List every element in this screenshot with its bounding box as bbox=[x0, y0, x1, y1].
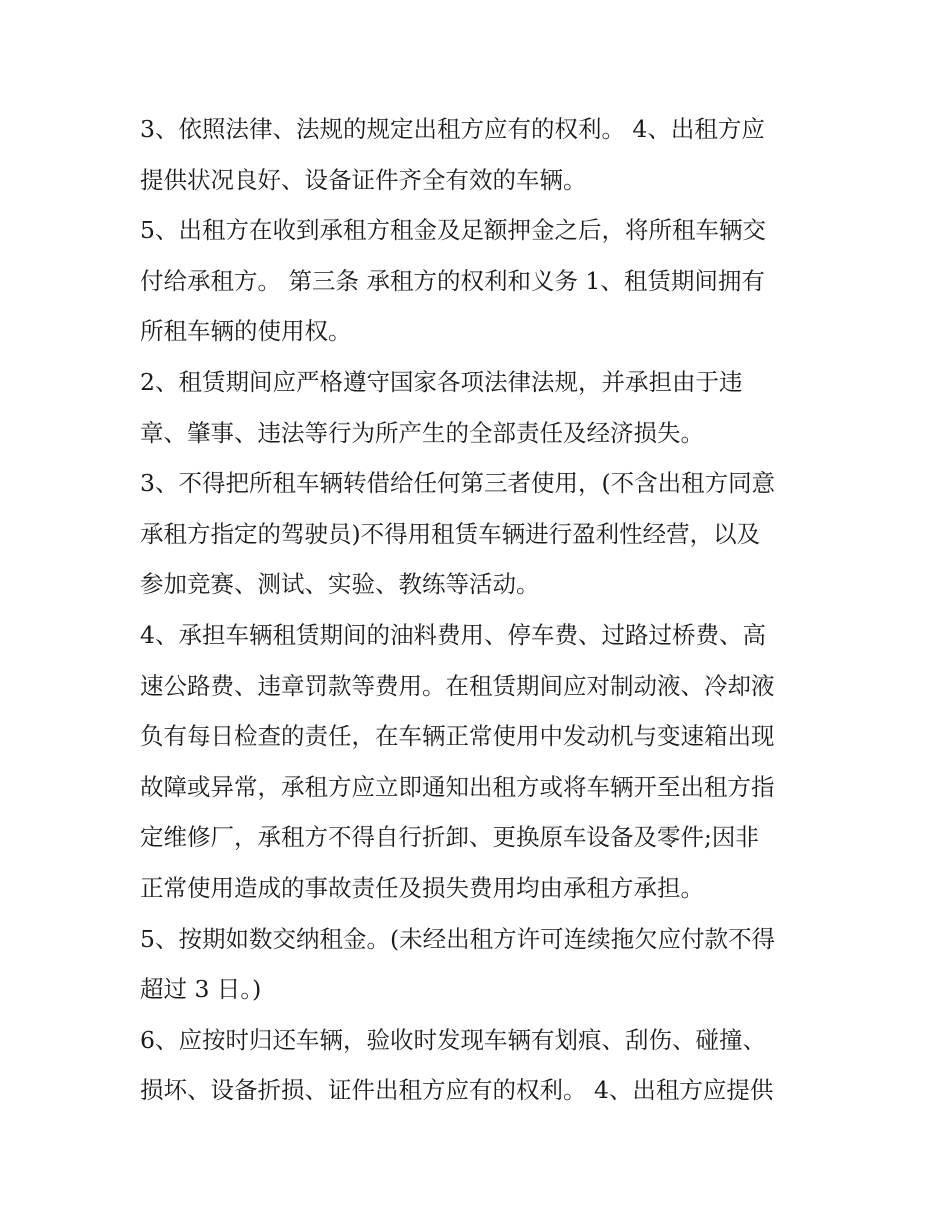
text-line: 3、不得把所租车辆转借给任何第三者使用，(不含出租方同意 bbox=[140, 469, 776, 498]
text-line: 3、依照法律、法规的规定出租方应有的权利。 4、出租方应 bbox=[140, 115, 765, 143]
text-line: 提供状况良好、设备证件齐全有效的车辆。 bbox=[140, 165, 587, 194]
text-line: 5、按期如数交纳租金。(未经出租方许可连续拖欠应付款不得 bbox=[140, 924, 776, 953]
text-line: 超过 3 日。) bbox=[140, 975, 262, 1004]
text-line: 章、肇事、违法等行为所产生的全部责任及经济损失。 bbox=[140, 418, 704, 447]
text-line: 定维修厂，承租方不得自行折卸、更换原车设备及零件;因非 bbox=[140, 823, 759, 852]
text-line: 参加竞赛、测试、实验、教练等活动。 bbox=[140, 570, 540, 599]
text-line: 所租车辆的使用权。 bbox=[140, 317, 352, 346]
text-line: 故障或异常，承租方应立即通知出租方或将车辆开至出租方指 bbox=[140, 772, 775, 801]
text-line: 4、承担车辆租赁期间的油料费用、停车费、过路过桥费、高 bbox=[140, 620, 766, 649]
text-line: 速公路费、违章罚款等费用。在租赁期间应对制动液、冷却液 bbox=[140, 671, 775, 700]
text-line: 承租方指定的驾驶员)不得用租赁车辆进行盈利性经营，以及 bbox=[140, 519, 761, 548]
text-line: 6、应按时归还车辆，验收时发现车辆有划痕、刮伤、碰撞、 bbox=[140, 1025, 766, 1054]
text-line: 负有每日检查的责任，在车辆正常使用中发动机与变速箱出现 bbox=[140, 722, 775, 751]
text-line: 2、租赁期间应严格遵守国家各项法律法规，并承担由于违 bbox=[140, 367, 743, 396]
text-line: 5、出租方在收到承租方租金及足额押金之后，将所租车辆交 bbox=[140, 216, 766, 245]
text-line: 付给承租方。 第三条 承租方的权利和义务 1、租赁期间拥有 bbox=[140, 266, 765, 295]
text-line: 损坏、设备折损、证件出租方应有的权利。 4、出租方应提供 bbox=[140, 1076, 774, 1105]
text-line: 正常使用造成的事故责任及损失费用均由承租方承担。 bbox=[140, 873, 704, 902]
contract-text-body bbox=[140, 104, 820, 1116]
